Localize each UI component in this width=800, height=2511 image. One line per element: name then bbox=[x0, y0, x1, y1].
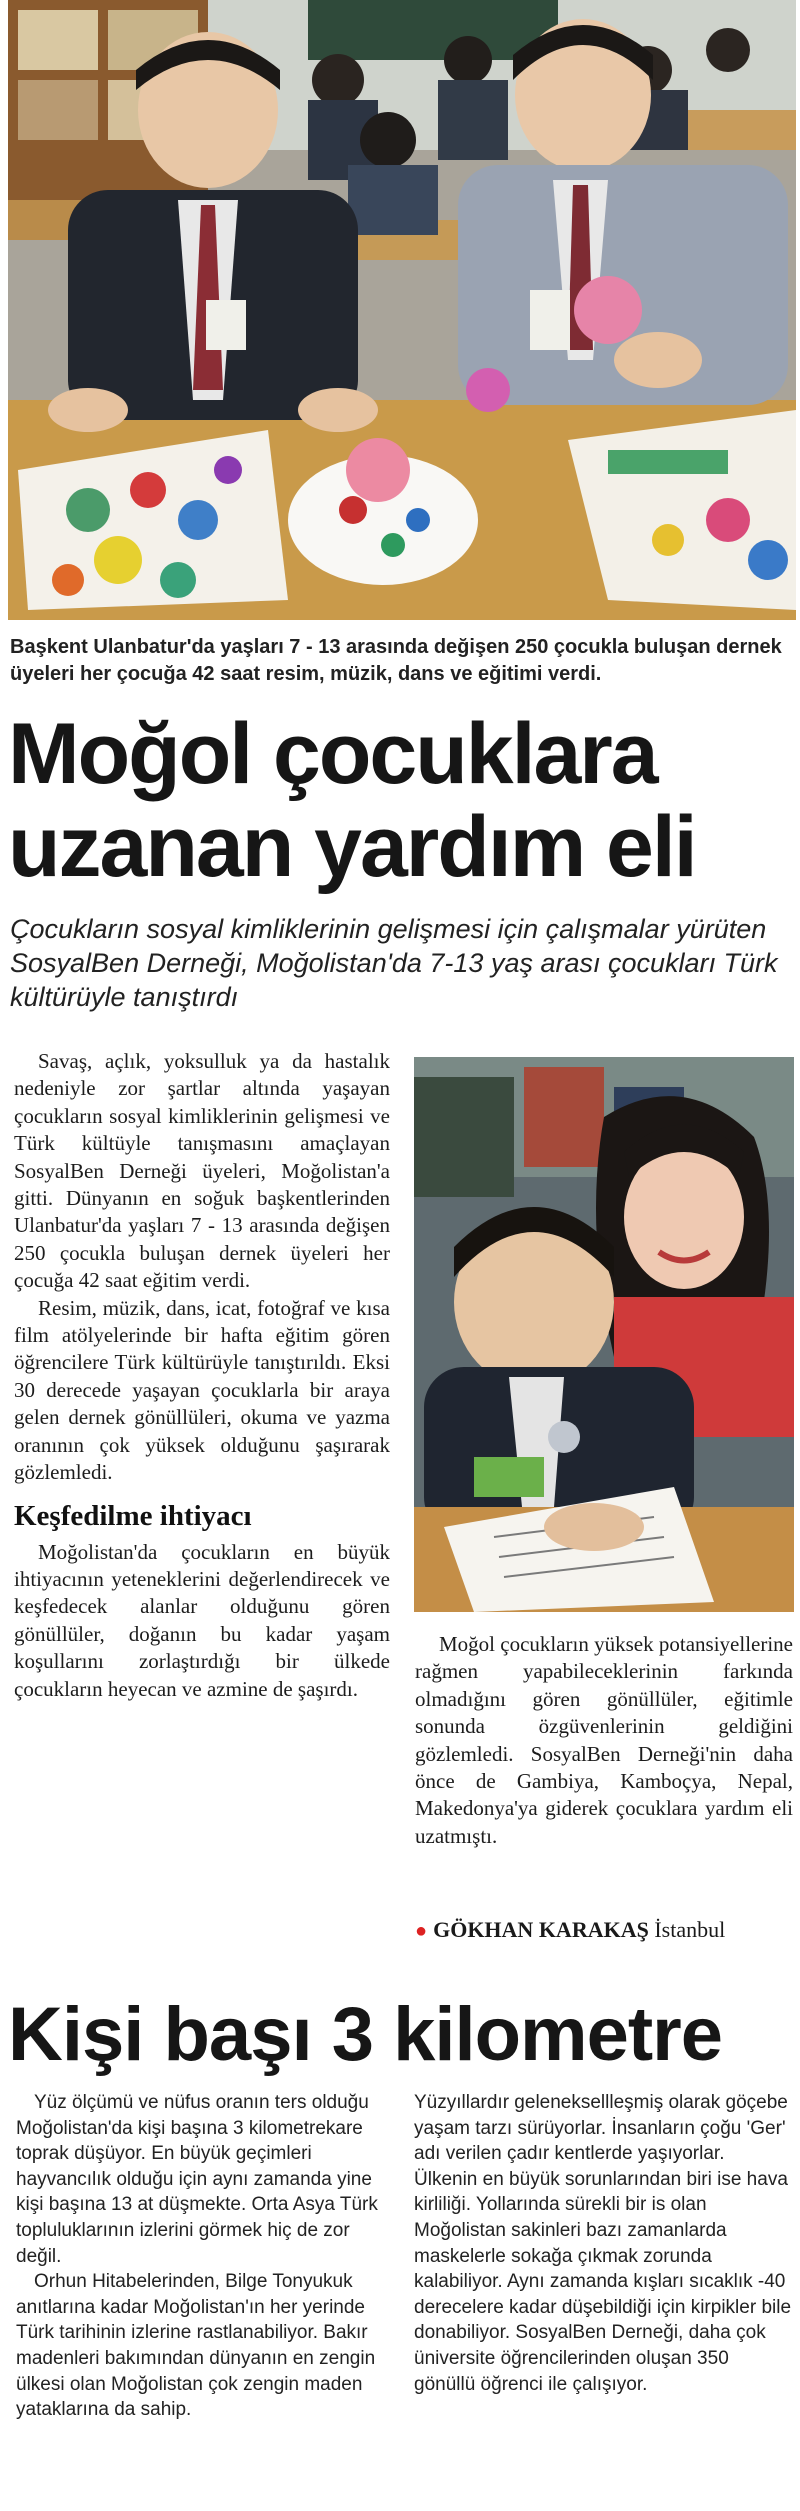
author-name: GÖKHAN KARAKAŞ bbox=[433, 1917, 649, 1942]
article-right-column bbox=[415, 1631, 793, 1850]
top-photo-children-painting bbox=[8, 0, 796, 620]
box-left-column bbox=[16, 2090, 386, 2423]
box-paragraph: Yüz ölçümü ve nüfus oranın ters olduğu Moğolistan'da kişi başına 3 kilometrekare toprak düşüyor. En büyük geçimleri hayvancılık olduğu için aynı zamanda yine kişi başına 13 at düşmekte. Orta Asya Türk topluluklarının izlerini görmek hiç de zor değil. bbox=[16, 2092, 378, 2267]
article-paragraph: Resim, müzik, dans, icat, fotoğraf ve kısa film atölyelerinde bir hafta eğitim gören öğrencilere Türk kültürüyle tanıştırıldı. Eksi 30 derecede yaşayan çocuklarla bir araya gelen dernek gönüllüleri, okuma ve yazma oranının çok yüksek olduğunu şaşırarak gözlemledi. bbox=[14, 1295, 390, 1485]
byline bbox=[415, 1916, 793, 1945]
article-paragraph: Savaş, açlık, yoksulluk ya da hastalık nedeniyle zor şartlar altında yaşayan çocukların sosyal kimliklerinin gelişmesi ve Türk kültüyle tanışmasını amaçlayan SosyalBen Derneği üyeleri, Moğolistan'a gitti. Dünyanın en soğuk başkentlerinden Ulanbatur'da yaşları 7 - 13 arasında değişen 250 çocukla buluşan dernek üyeleri her çocuğa 42 saat eğitim verdi. bbox=[14, 1049, 390, 1293]
article-paragraph: Moğolistan'da çocukların en büyük ihtiyacının yeteneklerini değerlendirecek ve keşfedecek alanlar olduğunu gören gönüllüler, doğanın bu kadar yaşam koşullarını zorlaştırdığı bir ülkede çocukların heyecan ve azmine de şaşırdı. bbox=[14, 1539, 390, 1701]
article-left-column bbox=[14, 1048, 390, 1703]
box-headline: Kişi başı 3 kilometre bbox=[8, 1992, 722, 2077]
right-photo-volunteer-with-child bbox=[414, 1057, 794, 1612]
box-paragraph: Orhun Hitabelerinden, Bilge Tonyukuk anıtlarına kadar Moğolistan'ın her yerinde Türk tarihinin izlerine rastlanabiliyor. Bakır madenleri bakımından dünyanın en zengin ülkesi olan Moğolistan çok zengin maden yataklarına da sahip. bbox=[16, 2271, 376, 2421]
headline: Moğol çocuklara uzanan yardım eli bbox=[8, 706, 696, 895]
box-right-column bbox=[414, 2090, 792, 2397]
photo-caption: Başkent Ulanbatur'da yaşları 7 - 13 arasında değişen 250 çocukla buluşan dernek üyeleri her çocuğa 42 saat resim, müzik, dans ve eğitimi verdi. bbox=[10, 636, 782, 685]
byline-location: İstanbul bbox=[654, 1917, 726, 1942]
box-paragraph: Yüzyıllardır geleneksellleşmiş olarak göçebe yaşam tarzı sürüyorlar. İnsanların çoğu 'Ger' adı verilen çadır kentlerde yaşıyorlar. Ülkenin en büyük sorunlarından biri ise hava kirliliği. Yollarında sürekli bir is olan Moğolistan sakinleri bazı zamanlarda maskelerle sokağa çıkmak zorunda kalabiliyor. Aynı zamanda kışları sıcaklık -40 derecelere kadar düşebildiği için kirpikler bile donabiliyor. SosyalBen Derneği, daha çok üniversite öğrencilerinden oluşan 350 gönüllü öğrenci ile çalışıyor. bbox=[414, 2092, 792, 2395]
subheadline: Çocukların sosyal kimliklerinin gelişmesi için çalışmalar yürüten SosyalBen Derneği, Moğolistan'da 7-13 yaş arası çocukları Türk kültürüyle tanıştırdı bbox=[10, 914, 778, 1012]
bullet-dot-icon: ● bbox=[415, 1920, 428, 1942]
section-subhead: Keşfedilme ihtiyacı bbox=[14, 1499, 252, 1532]
article-paragraph: Moğol çocukların yüksek potansiyellerine rağmen yapabileceklerinin farkında olmadığını gören gönüllüler, eğitimle sonunda özgüvenlerinin geldiğini gözlemledi. SosyalBen Derneği'nin daha önce de Gambiya, Kamboçya, Nepal, Makedonya'ya giderek çocuklara yardım eli uzatmıştı. bbox=[415, 1632, 793, 1848]
